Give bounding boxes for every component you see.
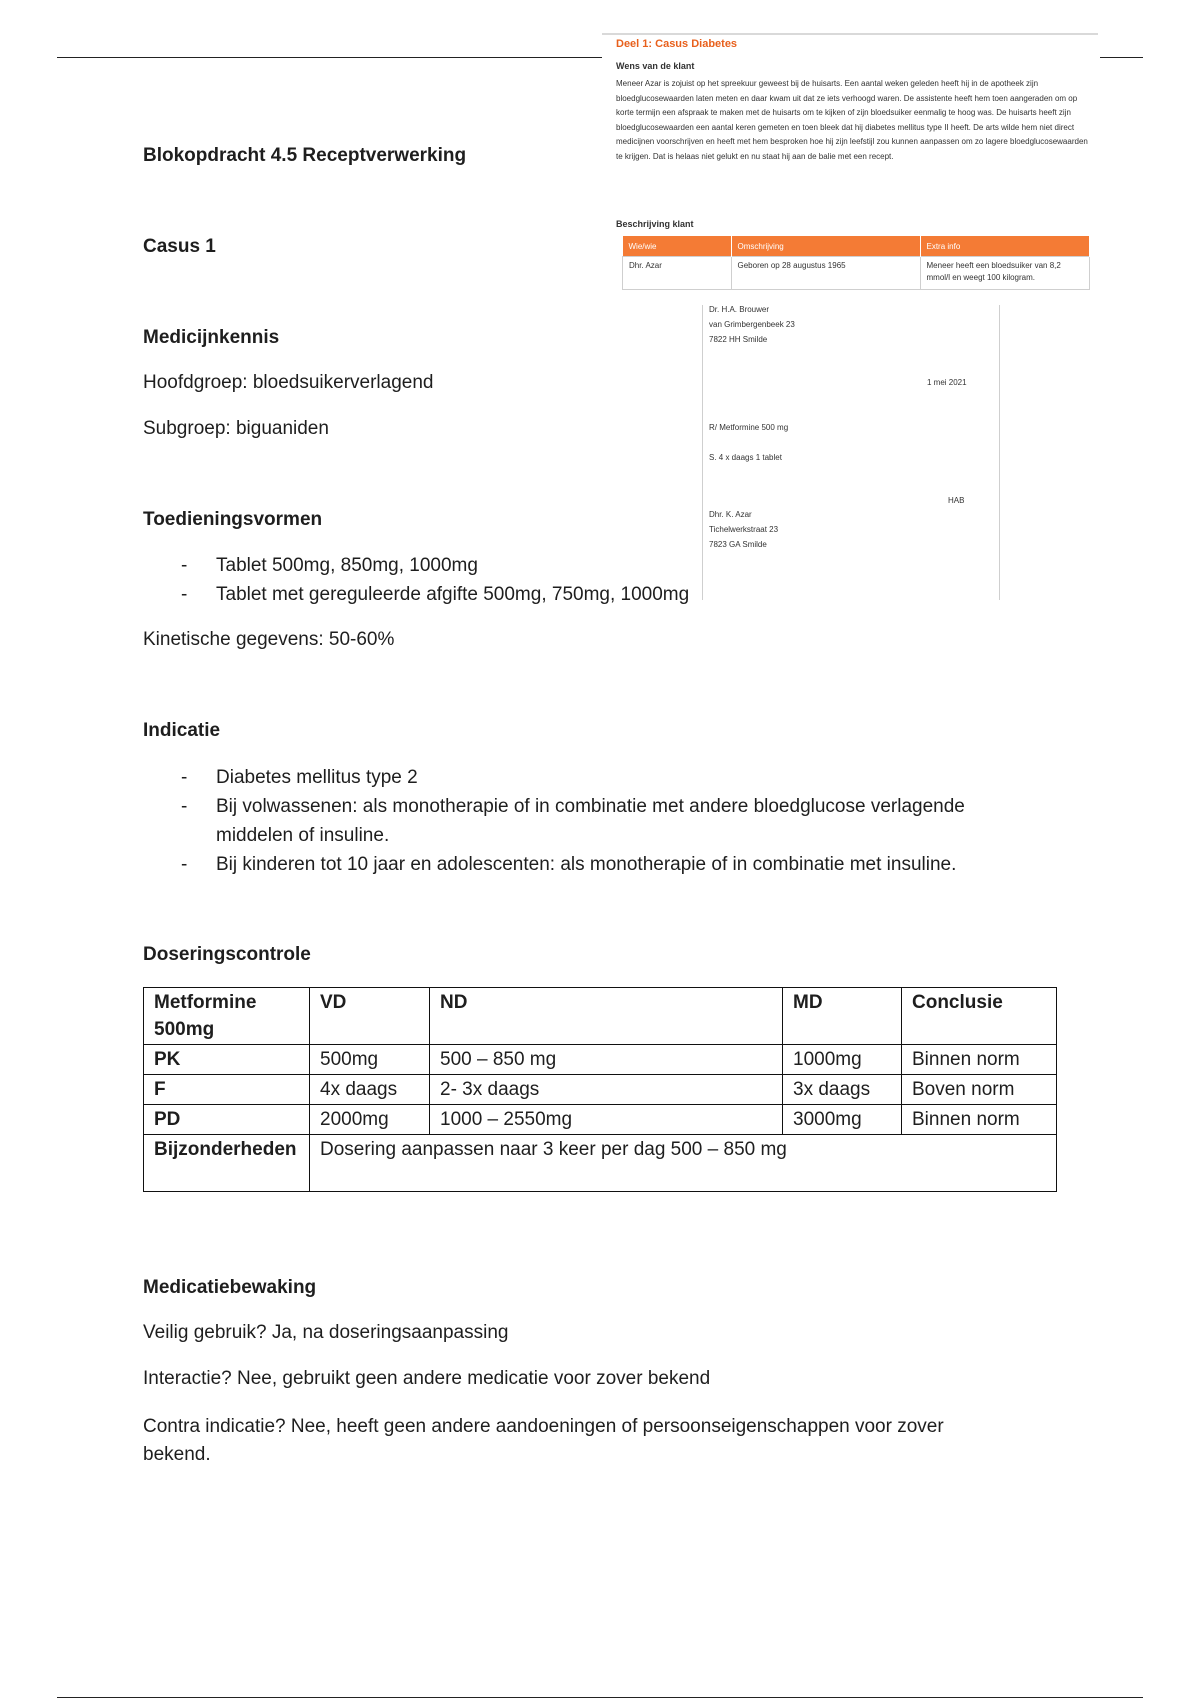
list-item <box>143 551 1003 580</box>
client-table <box>622 236 1090 290</box>
interactie: Interactie? Nee, gebruikt geen andere medicatie voor zover bekend <box>143 1368 711 1389</box>
list-item-text: Bij kinderen tot 10 jaar en adolescenten: als monotherapie of in combinatie met insuline. <box>216 854 957 875</box>
bullet-dash: - <box>181 555 188 576</box>
table-cell: 4x daags <box>310 1075 430 1105</box>
client-table-cell: Geboren op 28 augustus 1965 <box>731 257 920 290</box>
table-row <box>144 1105 1057 1135</box>
bullet-dash: - <box>181 854 188 875</box>
doctor-street: van Grimbergenbeek 23 <box>709 320 795 329</box>
table-cell: 3x daags <box>783 1075 902 1105</box>
kinetische-gegevens: Kinetische gegevens: 50-60% <box>143 629 395 650</box>
list-item-text: Diabetes mellitus type 2 <box>216 767 418 788</box>
table-header-cell: ND <box>430 988 783 1045</box>
list-item <box>143 580 1003 609</box>
medicijnkennis-heading: Medicijnkennis <box>143 327 280 348</box>
list-item-text: Bij volwassenen: als monotherapie of in combinatie met andere bloedglucose verlagende middelen of insuline. <box>216 796 965 846</box>
table-cell: PK <box>144 1045 310 1075</box>
table-row <box>144 988 1057 1045</box>
patient-name: Dhr. K. Azar <box>709 510 752 519</box>
patient-city: 7823 GA Smilde <box>709 540 767 549</box>
document-title: Blokopdracht 4.5 Receptverwerking <box>143 145 467 166</box>
client-table-header: Wie/wie <box>623 236 732 257</box>
wens-text: Meneer Azar is zojuist op het spreekuur geweest bij de huisarts. Een aantal weken geleden heeft hij in de apotheek zijn bloedglucosewaarden laten meten en daar kwam uit dat ze iets verhoogd waren. De assistente heeft hem toen aangeraden om op korte termijn een afspraak te maken met de huisarts om te kijken of zijn bloedsuiker eenmalig te hoog was. De huisarts heeft zijn bloedglucosewaarden een aantal keren gemeten en toen bleek dat hij diabetes mellitus type II heeft. De arts wilde hem niet direct medicijnen voorschrijven en heeft met hem besproken hoe hij zijn leefstijl zou kunnen aanpassen om zo lagere bloedglucosewaarden te krijgen. Dat is helaas niet gelukt en nu staat hij aan de balie met een recept. <box>616 79 1088 161</box>
table-cell: Boven norm <box>902 1075 1057 1105</box>
bullet-dash: - <box>181 584 188 605</box>
patient-street: Tichelwerkstraat 23 <box>709 525 779 534</box>
doctor-name: Dr. H.A. Brouwer <box>709 305 770 314</box>
beschrijving-heading: Beschrijving klant <box>616 219 694 229</box>
wens-heading: Wens van de klant <box>616 61 695 71</box>
hoofdgroep-text: Hoofdgroep: bloedsuikerverlagend <box>143 372 434 393</box>
table-cell: 2000mg <box>310 1105 430 1135</box>
bijzonderheden-text: Dosering aanpassen naar 3 keer per dag 500 – 850 mg <box>310 1135 1057 1192</box>
contra-indicatie: Contra indicatie? Nee, heeft geen andere aandoeningen of persoonseigenschappen voor zover bekend. <box>143 1416 944 1465</box>
list-item <box>143 763 1043 792</box>
prescription-sig: S. 4 x daags 1 tablet <box>709 453 782 462</box>
table-cell: 1000 – 2550mg <box>430 1105 783 1135</box>
veilig-gebruik: Veilig gebruik? Ja, na doseringsaanpassing <box>143 1322 509 1343</box>
bullet-dash: - <box>181 767 188 788</box>
table-cell: PD <box>144 1105 310 1135</box>
table-cell: 2- 3x daags <box>430 1075 783 1105</box>
toedieningsvormen-list <box>143 551 1003 609</box>
dosing-table <box>143 987 1057 1192</box>
prescription-date: 1 mei 2021 <box>927 378 967 387</box>
client-table-header: Omschrijving <box>731 236 920 257</box>
table-header-cell: VD <box>310 988 430 1045</box>
table-cell: Binnen norm <box>902 1105 1057 1135</box>
top-rule-right <box>1097 57 1143 58</box>
table-header-cell: Conclusie <box>902 988 1057 1045</box>
medicatiebewaking-heading: Medicatiebewaking <box>143 1277 317 1298</box>
client-table-cell: Meneer heeft een bloedsuiker van 8,2 mmol/l en weegt 100 kilogram. <box>920 257 1090 290</box>
table-row <box>144 1045 1057 1075</box>
table-cell: 500mg <box>310 1045 430 1075</box>
doctor-city: 7822 HH Smilde <box>709 335 768 344</box>
table-cell: Binnen norm <box>902 1045 1057 1075</box>
toedieningsvormen-heading: Toedieningsvormen <box>143 509 323 530</box>
table-cell: F <box>144 1075 310 1105</box>
table-cell: 500 – 850 mg <box>430 1045 783 1075</box>
list-item <box>143 850 1043 879</box>
doseringscontrole-heading: Doseringscontrole <box>143 944 311 965</box>
table-header-cell: MD <box>783 988 902 1045</box>
bottom-rule <box>57 1697 1143 1698</box>
list-item-text: Tablet 500mg, 850mg, 1000mg <box>216 555 478 576</box>
subgroep-text: Subgroep: biguaniden <box>143 418 329 439</box>
table-header-cell: Metformine 500mg <box>144 988 310 1045</box>
client-table-cell: Dhr. Azar <box>623 257 732 290</box>
list-item <box>143 792 1043 850</box>
bullet-dash: - <box>181 796 188 817</box>
table-cell: 1000mg <box>783 1045 902 1075</box>
top-rule-left <box>57 57 602 58</box>
prescription-drug: R/ Metformine 500 mg <box>709 423 789 432</box>
embedded-case-image <box>602 33 1100 573</box>
embed-top-border <box>602 33 1098 35</box>
casus-heading: Casus 1 <box>143 236 216 257</box>
table-row <box>144 1135 1057 1192</box>
list-item-text: Tablet met gereguleerde afgifte 500mg, 750mg, 1000mg <box>216 584 690 605</box>
prescription-initials: HAB <box>948 496 965 505</box>
client-table-header: Extra info <box>920 236 1090 257</box>
bijzonderheden-label: Bijzonderheden <box>144 1135 310 1192</box>
indicatie-list <box>143 763 1043 879</box>
table-row <box>144 1075 1057 1105</box>
table-cell: 3000mg <box>783 1105 902 1135</box>
indicatie-heading: Indicatie <box>143 720 221 741</box>
case-title: Deel 1: Casus Diabetes <box>616 38 738 50</box>
